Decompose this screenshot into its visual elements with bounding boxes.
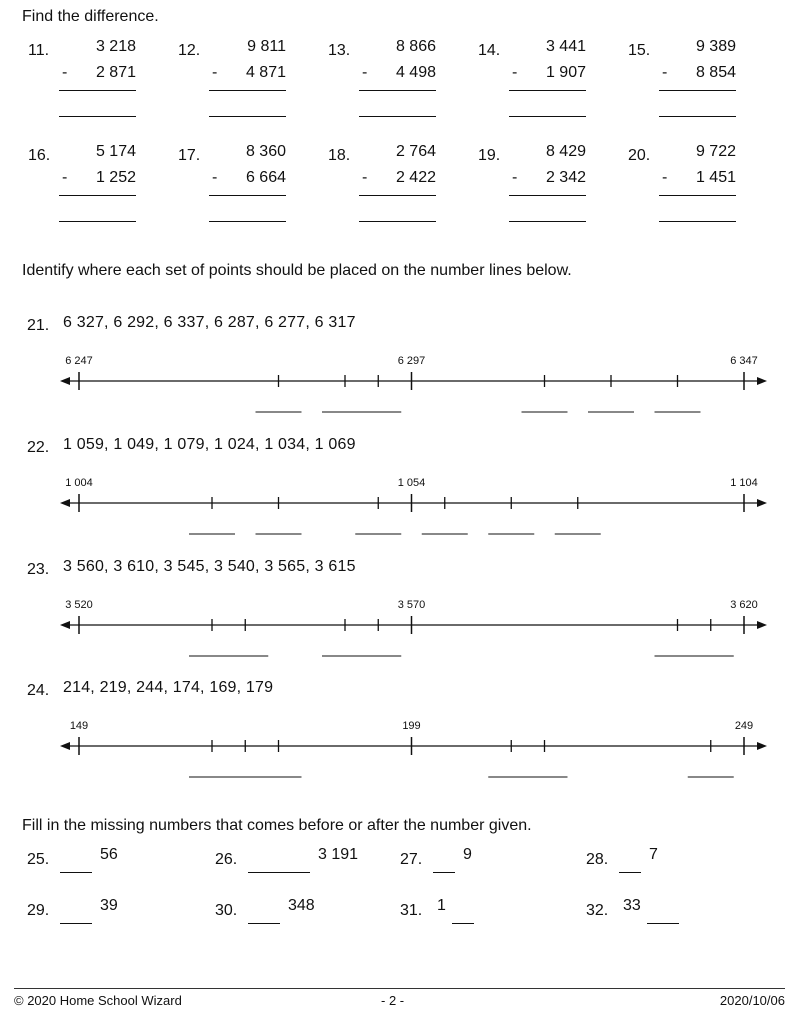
minus-sign: - (512, 169, 518, 186)
footer-date: 2020/10/06 (719, 993, 785, 1008)
answer-blank[interactable] (248, 872, 310, 873)
minus-sign: - (212, 169, 218, 186)
problem-number: 24. (27, 682, 50, 699)
minus-sign: - (662, 169, 668, 186)
subtrahend: 1 907 (545, 64, 586, 81)
problem-number: 16. (28, 147, 51, 164)
problem-number: 29. (27, 902, 50, 919)
tick-label: 1 004 (65, 477, 93, 489)
answer-blank[interactable] (659, 116, 736, 117)
sum-line (59, 195, 136, 196)
tick-label: 6 347 (730, 355, 758, 367)
answer-blank[interactable] (60, 872, 92, 873)
problem-number: 20. (628, 147, 651, 164)
point-set: 3 560, 3 610, 3 545, 3 540, 3 565, 3 615 (63, 558, 356, 575)
answer-blank[interactable] (433, 872, 455, 873)
problem-number: 30. (215, 902, 238, 919)
problem-number: 11. (28, 42, 50, 59)
minus-sign: - (62, 64, 68, 81)
problem-number: 28. (586, 851, 609, 868)
given-number: 56 (100, 846, 118, 863)
tick-label: 6 297 (397, 355, 426, 367)
tick-label: 199 (402, 720, 421, 732)
given-number: 39 (100, 897, 118, 914)
problem-number: 17. (178, 147, 201, 164)
minus-sign: - (362, 169, 368, 186)
minus-sign: - (662, 64, 668, 81)
subtrahend: 4 498 (395, 64, 436, 81)
sum-line (59, 90, 136, 91)
minuend: 5 174 (95, 143, 136, 160)
left-arrow-icon (60, 377, 70, 385)
problem-number: 32. (586, 902, 609, 919)
answer-blank[interactable] (647, 923, 679, 924)
problem-number: 19. (478, 147, 501, 164)
answer-blank[interactable] (659, 221, 736, 222)
answer-blank[interactable] (60, 923, 92, 924)
answer-blank[interactable] (248, 923, 280, 924)
given-number: 348 (288, 897, 315, 914)
answer-blank[interactable] (59, 116, 136, 117)
subtrahend: 6 664 (245, 169, 286, 186)
given-number: 3 191 (318, 846, 359, 863)
answer-blank[interactable] (619, 872, 641, 873)
left-arrow-icon (60, 499, 70, 507)
point-set: 214, 219, 244, 174, 169, 179 (63, 679, 274, 696)
tick-label: 1 054 (397, 477, 426, 489)
minuend: 3 218 (95, 38, 136, 55)
footer-page-number: - 2 - (381, 993, 405, 1008)
subtrahend: 2 871 (95, 64, 136, 81)
left-arrow-icon (60, 742, 70, 750)
instruction-difference: Find the difference. (22, 8, 159, 25)
sum-line (209, 90, 286, 91)
subtrahend: 8 854 (695, 64, 736, 81)
given-number: 33 (623, 897, 641, 914)
number-line (0, 710, 800, 820)
tick-label: 3 620 (730, 599, 758, 611)
sum-line (659, 195, 736, 196)
problem-number: 15. (628, 42, 651, 59)
problem-number: 31. (400, 902, 423, 919)
subtrahend: 4 871 (245, 64, 286, 81)
answer-blank[interactable] (509, 221, 586, 222)
given-number: 1 (437, 897, 446, 914)
right-arrow-icon (757, 377, 767, 385)
right-arrow-icon (757, 621, 767, 629)
given-number: 9 (463, 846, 472, 863)
minus-sign: - (362, 64, 368, 81)
minuend: 8 866 (395, 38, 436, 55)
problem-number: 27. (400, 851, 423, 868)
instruction-missing: Fill in the missing numbers that comes before or after the number given. (22, 817, 532, 834)
minus-sign: - (62, 169, 68, 186)
minuend: 2 764 (395, 143, 436, 160)
left-arrow-icon (60, 621, 70, 629)
tick-label: 3 520 (65, 599, 93, 611)
problem-number: 18. (328, 147, 351, 164)
problem-number: 22. (27, 439, 50, 456)
minuend: 9 722 (695, 143, 736, 160)
footer-copyright: © 2020 Home School Wizard (14, 993, 182, 1008)
problem-number: 13. (328, 42, 351, 59)
problem-number: 23. (27, 561, 50, 578)
right-arrow-icon (757, 499, 767, 507)
answer-blank[interactable] (209, 221, 286, 222)
problem-number: 14. (478, 42, 501, 59)
sum-line (359, 90, 436, 91)
subtrahend: 2 342 (545, 169, 586, 186)
tick-label: 6 247 (65, 355, 93, 367)
tick-label: 1 104 (730, 477, 758, 489)
sum-line (659, 90, 736, 91)
problem-number: 21. (27, 317, 50, 334)
answer-blank[interactable] (59, 221, 136, 222)
problem-number: 12. (178, 42, 201, 59)
footer-divider (14, 988, 785, 989)
answer-blank[interactable] (509, 116, 586, 117)
right-arrow-icon (757, 742, 767, 750)
answer-blank[interactable] (359, 221, 436, 222)
minuend: 9 389 (695, 38, 736, 55)
answer-blank[interactable] (359, 116, 436, 117)
answer-blank[interactable] (209, 116, 286, 117)
problem-number: 26. (215, 851, 238, 868)
sum-line (209, 195, 286, 196)
problem-number: 25. (27, 851, 50, 868)
sum-line (359, 195, 436, 196)
minuend: 3 441 (545, 38, 586, 55)
tick-label: 3 570 (397, 599, 426, 611)
tick-label: 249 (734, 720, 754, 732)
minus-sign: - (512, 64, 518, 81)
subtrahend: 2 422 (395, 169, 436, 186)
minuend: 9 811 (247, 38, 286, 55)
minus-sign: - (212, 64, 218, 81)
point-set: 1 059, 1 049, 1 079, 1 024, 1 034, 1 069 (63, 436, 356, 453)
given-number: 7 (649, 846, 658, 863)
minuend: 8 429 (545, 143, 586, 160)
instruction-number-lines: Identify where each set of points should be placed on the number lines below. (22, 262, 572, 279)
sum-line (509, 195, 586, 196)
minuend: 8 360 (245, 143, 286, 160)
tick-label: 149 (69, 720, 89, 732)
answer-blank[interactable] (452, 923, 474, 924)
subtrahend: 1 451 (695, 169, 736, 186)
sum-line (509, 90, 586, 91)
subtrahend: 1 252 (95, 169, 136, 186)
point-set: 6 327, 6 292, 6 337, 6 287, 6 277, 6 317 (63, 314, 356, 331)
